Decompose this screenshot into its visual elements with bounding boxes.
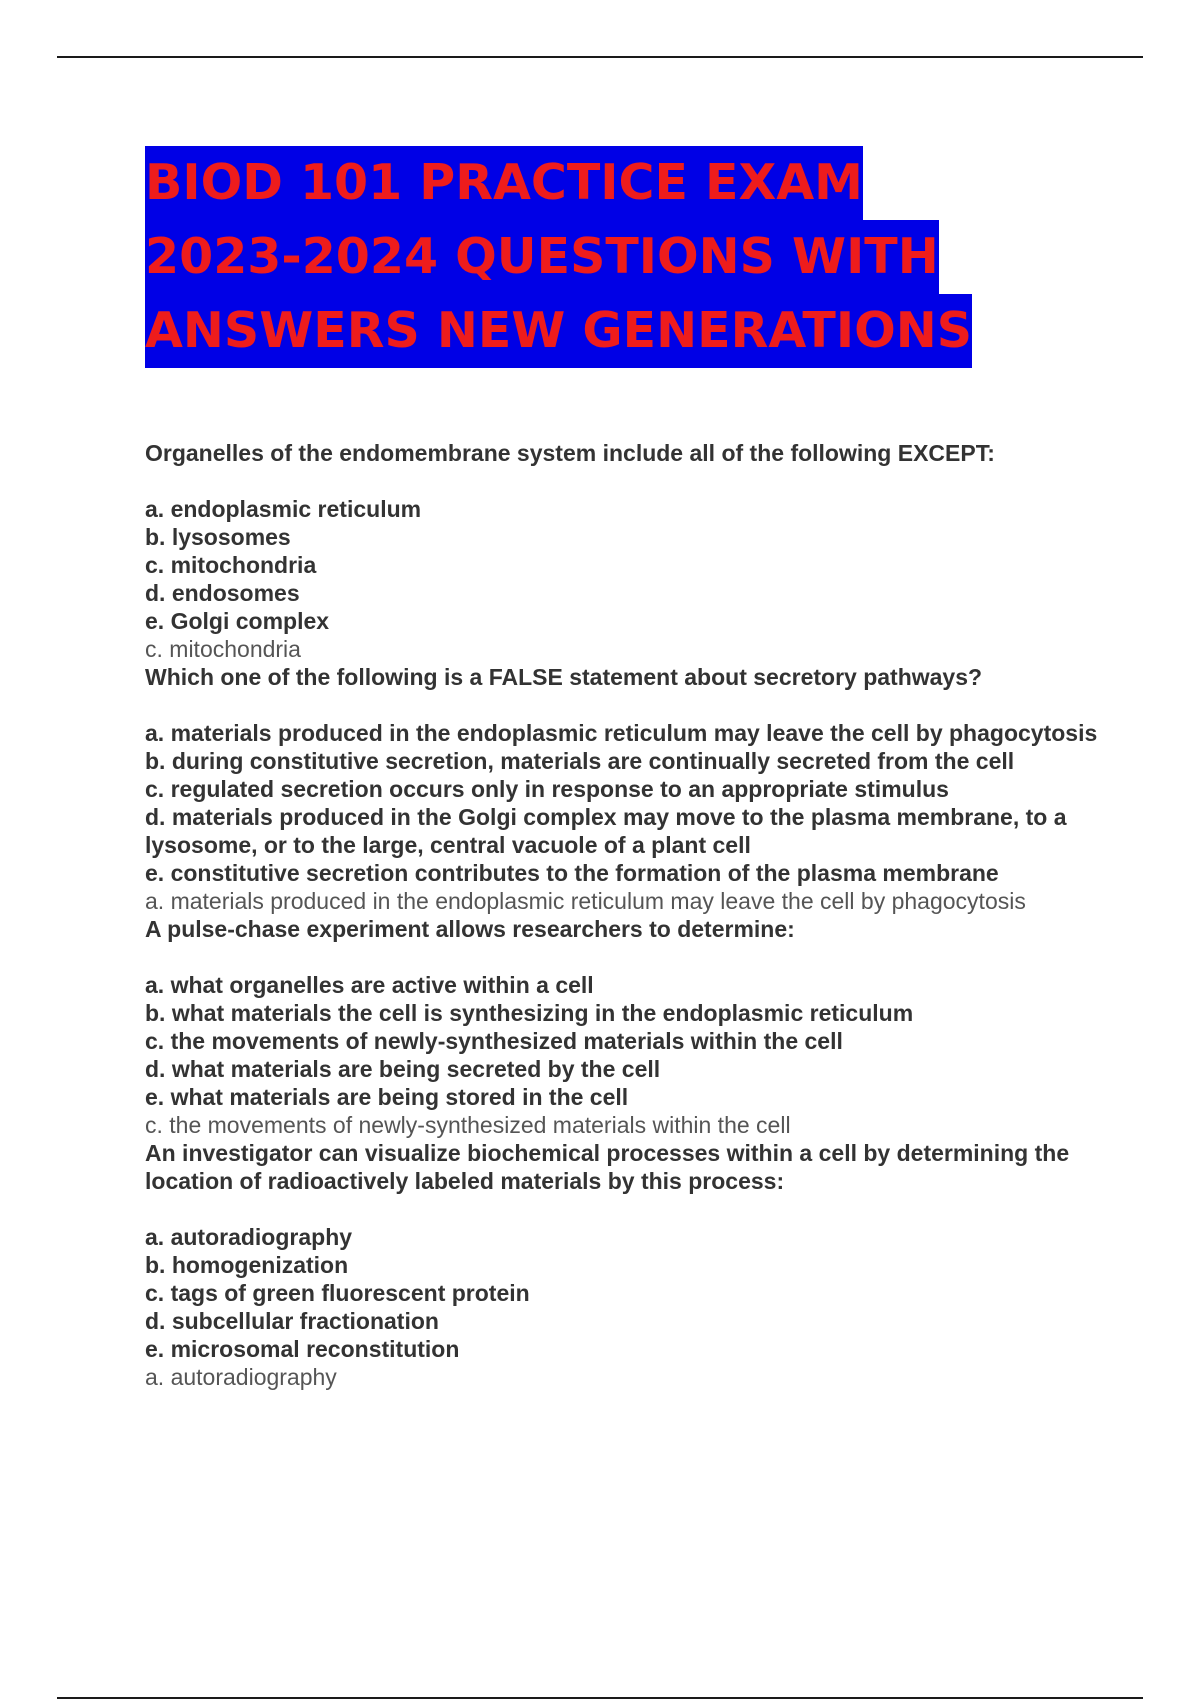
answer-option: c. mitochondria (145, 552, 317, 578)
answer-option: d. what materials are being secreted by the cell (145, 1056, 661, 1082)
answer-option: d. endosomes (145, 580, 300, 606)
answer-option: b. during constitutive secretion, materials are continually secreted from the cell (145, 748, 1015, 774)
document-title (145, 146, 972, 368)
answer-option: e. what materials are being stored in the cell (145, 1084, 629, 1110)
answer-option: b. homogenization (145, 1252, 349, 1278)
answer-option: c. the movements of newly-synthesized materials within the cell (145, 1028, 843, 1054)
answer-option: e. microsomal reconstitution (145, 1336, 460, 1362)
answer-option: d. subcellular fractionation (145, 1308, 439, 1334)
correct-answer: c. mitochondria (145, 636, 301, 662)
title-line: 2023-2024 QUESTIONS WITH (145, 220, 939, 294)
correct-answer: c. the movements of newly-synthesized materials within the cell (145, 1112, 791, 1138)
top-rule (57, 56, 1143, 58)
answer-option: c. tags of green fluorescent protein (145, 1280, 530, 1306)
bottom-rule (57, 1697, 1143, 1699)
questions-list (145, 439, 1145, 1391)
question-text: A pulse-chase experiment allows researchers to determine: (145, 916, 795, 942)
correct-answer: a. autoradiography (145, 1364, 337, 1390)
answer-option: b. lysosomes (145, 524, 291, 550)
answer-option: e. constitutive secretion contributes to the formation of the plasma membrane (145, 860, 999, 886)
answer-option: a. endoplasmic reticulum (145, 496, 422, 522)
question-text: Organelles of the endomembrane system include all of the following EXCEPT: (145, 440, 995, 466)
question-text: Which one of the following is a FALSE statement about secretory pathways? (145, 664, 983, 690)
answer-option: a. materials produced in the endoplasmic reticulum may leave the cell by phagocytosis (145, 720, 1098, 746)
answer-option: a. autoradiography (145, 1224, 353, 1250)
title-line: ANSWERS NEW GENERATIONS (145, 294, 972, 368)
answer-option: d. materials produced in the Golgi complex may move to the plasma membrane, to a lysosome, or to the large, central vacuole of a plant cell (145, 804, 1067, 858)
answer-option: b. what materials the cell is synthesizing in the endoplasmic reticulum (145, 1000, 914, 1026)
correct-answer: a. materials produced in the endoplasmic reticulum may leave the cell by phagocytosis (145, 888, 1026, 914)
question-text: An investigator can visualize biochemical processes within a cell by determining the location of radioactively labeled materials by this process: (145, 1140, 1070, 1194)
answer-option: e. Golgi complex (145, 608, 330, 634)
answer-option: c. regulated secretion occurs only in response to an appropriate stimulus (145, 776, 949, 802)
question-item (145, 915, 1145, 1139)
question-item (145, 663, 1145, 915)
question-item (145, 1139, 1145, 1391)
answer-option: a. what organelles are active within a cell (145, 972, 594, 998)
question-item (145, 439, 1145, 663)
title-line: BIOD 101 PRACTICE EXAM (145, 146, 863, 220)
